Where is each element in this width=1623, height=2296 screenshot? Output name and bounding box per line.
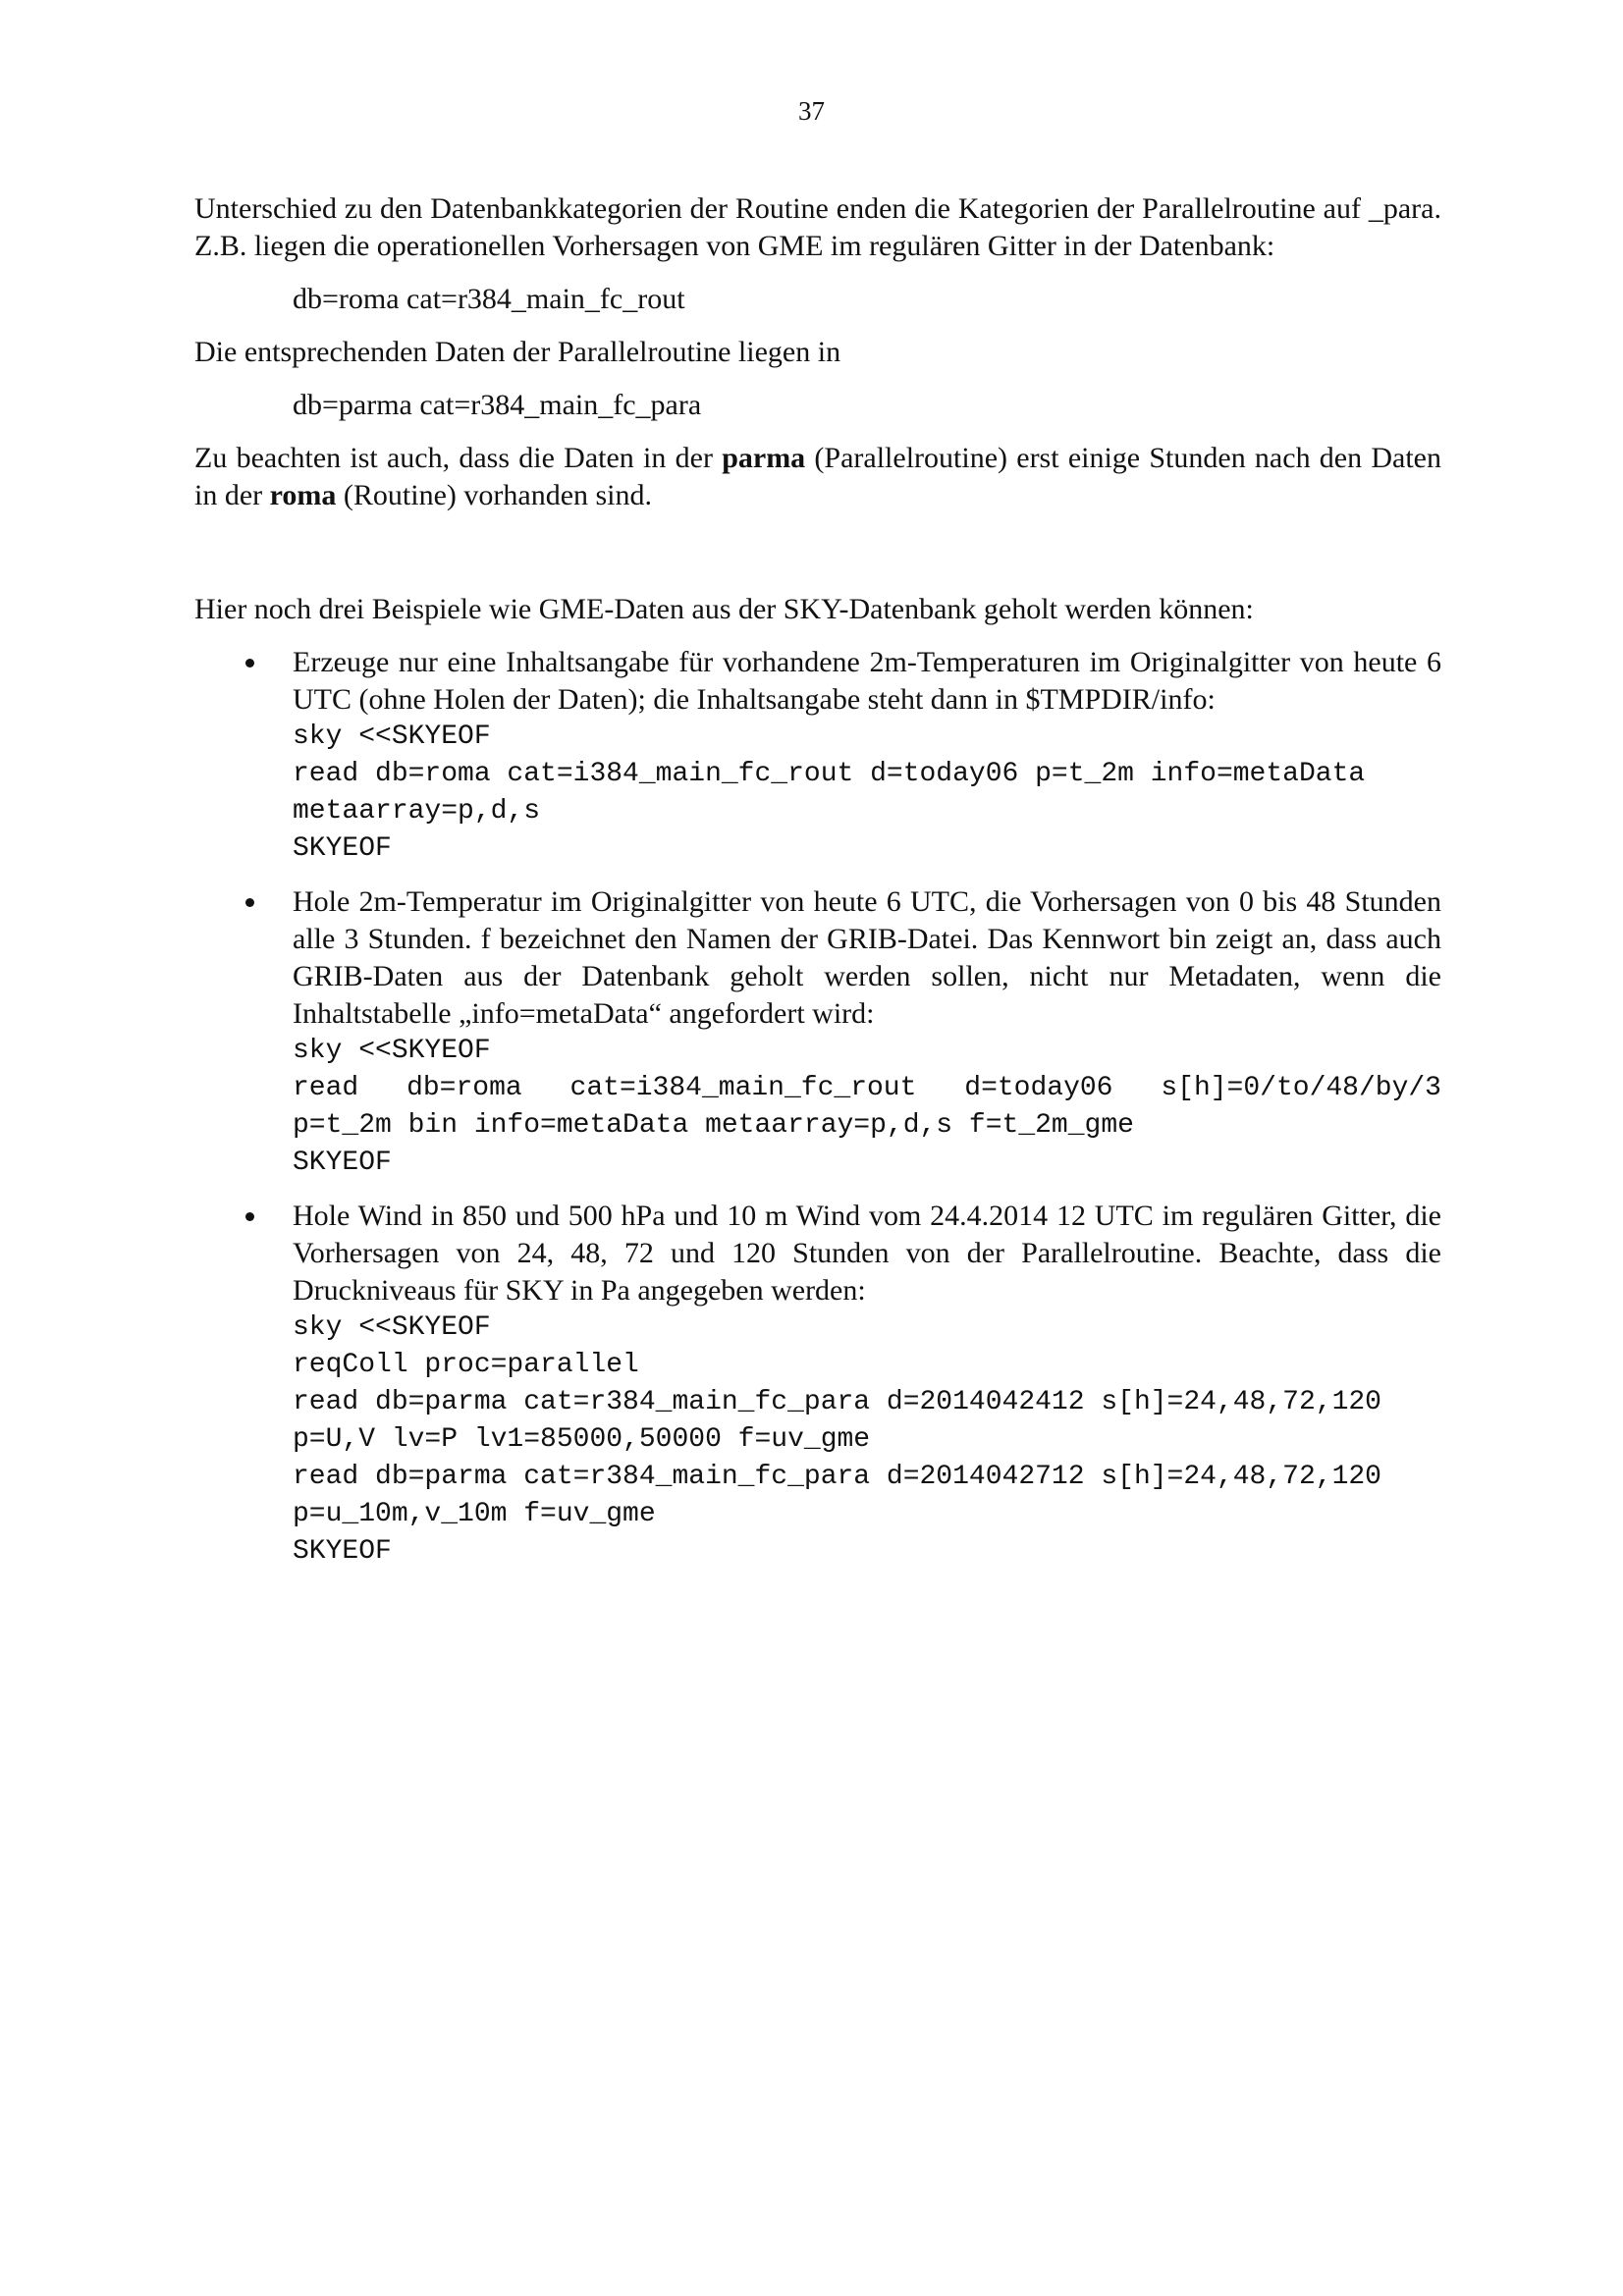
note-text-1: Zu beachten ist auch, dass die Daten in der [194,442,723,474]
bullet-icon [245,1212,254,1221]
document-body [194,190,1441,1571]
code-block [293,1309,1441,1571]
examples-intro: Hier noch drei Beispiele wie GME-Daten aus der SKY-Datenbank geholt werden können: [194,593,1254,625]
example-description: Erzeuge nur eine Inhaltsangabe für vorhandene 2m-Temperaturen im Originalgitter von heute 6 UTC (ohne Holen der Daten); die Inhaltsangabe steht dann in $TMPDIR/info: [293,646,1441,716]
code-line: p=U,V lv=P lv1=85000,50000 f=uv_gme [293,1424,871,1455]
note-text-2: (Parallelroutine) erst einige Stunden nach den Daten in der [194,442,1441,511]
code-line: SKYEOF [293,833,392,864]
note-text-3: (Routine) vorhanden sind. [336,479,653,511]
code-line: p=t_2m bin info=metaData metaarray=p,d,s f=t_2m_gme [293,1110,1134,1141]
code-line: sky <<SKYEOF [293,1312,491,1343]
code-line: read db=roma cat=i384_main_fc_rout d=today06 p=t_2m info=metaData [293,759,1366,789]
code-line: read db=parma cat=r384_main_fc_para d=2014042712 s[h]=24,48,72,120 [293,1462,1381,1492]
code-line: read db=parma cat=r384_main_fc_para d=2014042412 s[h]=24,48,72,120 [293,1387,1381,1417]
example-description: Hole 2m-Temperatur im Originalgitter von heute 6 UTC, die Vorhersagen von 0 bis 48 Stunden alle 3 Stunden. f bezeichnet den Namen der GRIB-Datei. Das Kennwort bin zeigt an, dass auch GRIB-Daten aus der Datenbank geholt werden sollen, nicht nur Metadaten, wenn die Inhaltstabelle „info=metaData“ angefordert wird: [293,885,1441,1030]
code-line: sky <<SKYEOF [293,1036,491,1066]
list-item [194,883,1441,1182]
note-paragraph [194,440,1441,514]
intro-paragraph: Unterschied zu den Datenbankkategorien der Routine enden die Kategorien der Parallelroutine auf _para. Z.B. liegen die operationellen Vorhersagen von GME im regulären Gitter in der Datenbank: [194,192,1441,262]
code-line: read db=roma cat=i384_main_fc_rout d=today06 s[h]=0/to/48/by/3 [293,1073,1441,1103]
example-roma-db: db=roma cat=r384_main_fc_rout [293,283,685,315]
example-parma-db: db=parma cat=r384_main_fc_para [293,389,702,421]
note-bold-roma: roma [269,479,337,511]
code-line: sky <<SKYEOF [293,721,491,752]
code-line: p=u_10m,v_10m f=uv_gme [293,1499,656,1529]
bullet-icon [245,898,254,907]
examples-list [194,644,1441,1571]
list-item [194,644,1441,868]
code-line: SKYEOF [293,1148,392,1178]
code-block [293,719,1441,868]
example-description: Hole Wind in 850 und 500 hPa und 10 m Wind vom 24.4.2014 12 UTC im regulären Gitter, die Vorhersagen von 24, 48, 72 und 120 Stunden von der Parallelroutine. Beachte, dass die Druckniveaus für SKY in Pa angegeben werden: [293,1200,1441,1307]
code-block [293,1033,1441,1182]
parallel-paragraph: Die entsprechenden Daten der Parallelroutine liegen in [194,336,841,368]
code-line: SKYEOF [293,1536,392,1567]
code-line: metaarray=p,d,s [293,796,541,827]
bullet-icon [245,659,254,667]
code-line: reqColl proc=parallel [293,1350,639,1380]
list-item [194,1198,1441,1571]
note-bold-parma: parma [722,442,806,474]
page-number: 37 [798,96,825,126]
